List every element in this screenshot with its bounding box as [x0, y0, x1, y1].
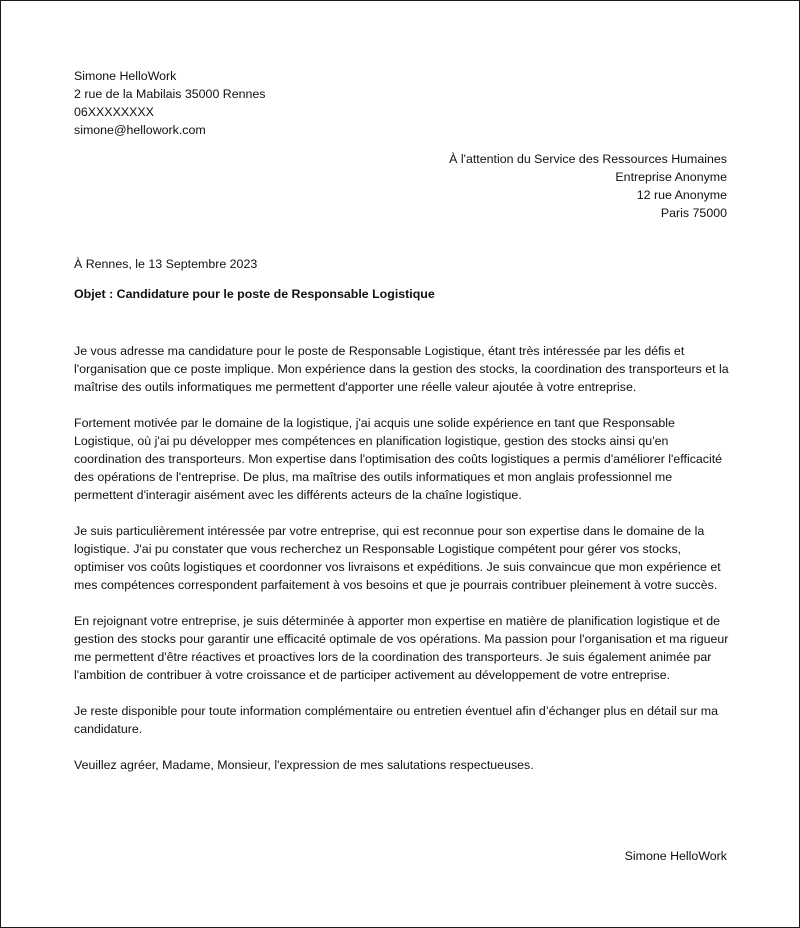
- closing-paragraph: Veuillez agréer, Madame, Monsieur, l'expression de mes salutations respectueuses.: [74, 758, 534, 772]
- sender-block: [74, 67, 266, 139]
- body-paragraph: Fortement motivée par le domaine de la logistique, j'ai acquis une solide expérience en tant que Responsable Logistique, où j'ai pu développer mes compétences en planification logistique, gestion des stocks ainsi qu'en coordination des transporteurs. Mon expertise dans l'optimisation des coûts logistiques a permis d'améliorer l'efficacité des opérations de l'entreprise. De plus, ma maîtrise des outils informatiques et mon anglais professionnel me permettent d'interagir aisément avec les différents acteurs de la chaîne logistique.: [74, 416, 723, 502]
- sender-address: 2 rue de la Mabilais 35000 Rennes: [74, 87, 266, 101]
- letter-subject: Objet : Candidature pour le poste de Responsable Logistique: [74, 287, 435, 301]
- recipient-attention: À l'attention du Service des Ressources Humaines: [449, 152, 727, 166]
- letter-date: À Rennes, le 13 Septembre 2023: [74, 257, 258, 271]
- recipient-street: 12 rue Anonyme: [636, 188, 727, 202]
- recipient-city: Paris 75000: [660, 206, 727, 220]
- body-paragraph: En rejoignant votre entreprise, je suis déterminée à apporter mon expertise en matière de planification logistique et de gestion des stocks pour garantir une efficacité optimale de vos opérations. Ma passion pour l'organisation et ma rigueur me permettent d'être réactives et proactives lors de la coordination des transporteurs. Je suis également animée par l'ambition de contribuer à votre croissance et de participer activement au développement de votre entreprise.: [74, 614, 729, 682]
- sender-name: Simone HelloWork: [74, 69, 177, 83]
- sender-phone: 06XXXXXXXX: [74, 105, 154, 119]
- body-paragraph: Je suis particulièrement intéressée par votre entreprise, qui est reconnue pour son expertise dans le domaine de la logistique. J'ai pu constater que vous recherchez un Responsable Logistique compétent pour gérer vos stocks, optimiser vos coûts logistiques et coordonner vos livraisons et expéditions. Je suis convaincue que mon expérience et mes compétences correspondent parfaitement à vos besoins et que je pourrais contribuer pleinement à votre succès.: [74, 524, 721, 592]
- signature: Simone HelloWork: [624, 849, 727, 863]
- letter-body: [74, 342, 730, 792]
- sender-email: simone@hellowork.com: [74, 123, 206, 137]
- recipient-block: [449, 150, 727, 222]
- recipient-company: Entreprise Anonyme: [615, 170, 727, 184]
- body-paragraph: Je vous adresse ma candidature pour le poste de Responsable Logistique, étant très intéressée par les défis et l'organisation que ce poste implique. Mon expérience dans la gestion des stocks, la coordination des transporteurs et la maîtrise des outils informatiques me permettent d'apporter une réelle valeur ajoutée à votre entreprise.: [74, 344, 729, 394]
- body-paragraph: Je reste disponible pour toute information complémentaire ou entretien éventuel afin d’échanger plus en détail sur ma candidature.: [74, 704, 719, 736]
